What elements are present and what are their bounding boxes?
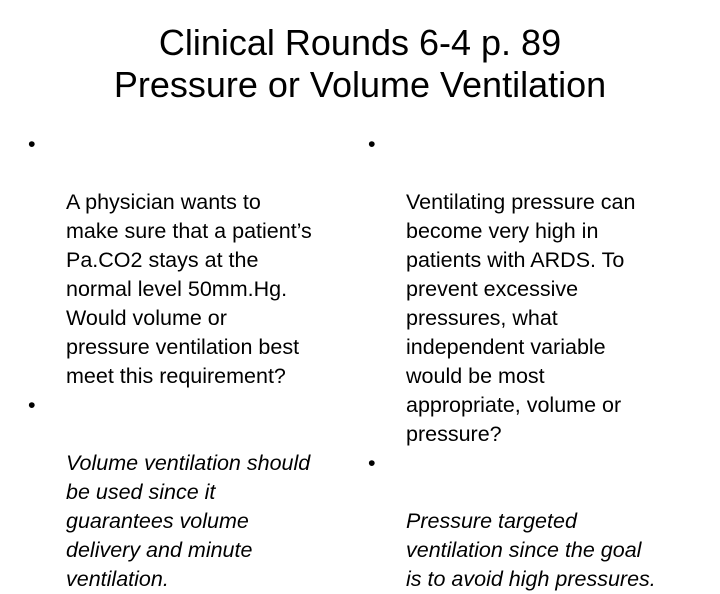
- right-question-bullet: [362, 130, 692, 449]
- bullet-icon: •: [368, 132, 376, 156]
- bullet-icon: •: [28, 132, 36, 156]
- left-answer-text: Volume ventilation should be used since it guarantees volume delivery and minute ventilation.: [66, 451, 311, 591]
- left-column: [22, 130, 352, 594]
- title-line-2: Pressure or Volume Ventilation: [113, 64, 607, 105]
- left-answer-bullet: [22, 391, 352, 594]
- right-question-text: Ventilating pressure can become very high in patients with ARDS. To prevent excessive pressures, what independent variable would be most appropriate, volume or pressure?: [406, 190, 636, 446]
- left-question-bullet: [22, 130, 352, 391]
- left-question-text: A physician wants to make sure that a patient’s Pa.CO2 stays at the normal level 50mm.Hg. Would volume or pressure ventilation best meet this requirement?: [66, 190, 312, 388]
- bullet-icon: •: [368, 451, 376, 475]
- slide-title: [0, 22, 720, 106]
- title-line-1: Clinical Rounds 6-4 p. 89: [158, 22, 562, 63]
- right-answer-bullet: [362, 449, 692, 594]
- right-column: [362, 130, 692, 594]
- right-answer-text: Pressure targeted ventilation since the goal is to avoid high pressures.: [406, 509, 656, 591]
- bullet-icon: •: [28, 393, 36, 417]
